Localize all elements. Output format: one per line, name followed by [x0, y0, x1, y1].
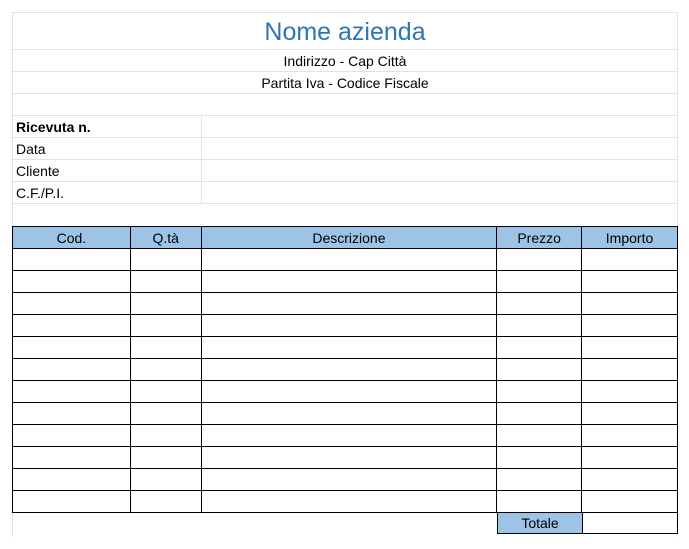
price-cell[interactable] [497, 447, 582, 469]
total-label: Totale [497, 512, 583, 534]
amount-cell[interactable] [582, 447, 678, 469]
table-row [13, 293, 678, 315]
table-row [13, 381, 678, 403]
quantity-cell[interactable] [130, 271, 201, 293]
price-cell[interactable] [497, 425, 582, 447]
address-line: Indirizzo - Cap Città [283, 53, 407, 69]
table-header-row [13, 227, 678, 249]
receipt-sheet [12, 12, 678, 537]
code-cell[interactable] [13, 447, 131, 469]
amount-cell[interactable] [582, 381, 678, 403]
column-header-price: Prezzo [497, 227, 582, 249]
code-cell[interactable] [13, 491, 131, 513]
price-cell[interactable] [497, 271, 582, 293]
table-row [13, 469, 678, 491]
price-cell[interactable] [497, 359, 582, 381]
code-cell[interactable] [13, 403, 131, 425]
amount-cell[interactable] [582, 337, 678, 359]
client-label: Cliente [16, 163, 60, 179]
quantity-cell[interactable] [130, 315, 201, 337]
table-row [13, 249, 678, 271]
description-cell[interactable] [201, 491, 496, 513]
code-cell[interactable] [13, 337, 131, 359]
quantity-cell[interactable] [130, 491, 201, 513]
quantity-cell[interactable] [130, 249, 201, 271]
quantity-cell[interactable] [130, 293, 201, 315]
gridline [12, 93, 678, 94]
tax-line: Partita Iva - Codice Fiscale [261, 75, 429, 91]
gridline [12, 12, 678, 13]
items-table [12, 226, 678, 513]
price-cell[interactable] [497, 293, 582, 315]
amount-cell[interactable] [582, 403, 678, 425]
description-cell[interactable] [201, 249, 496, 271]
tax-code-label: C.F./P.I. [16, 185, 64, 201]
quantity-cell[interactable] [130, 403, 201, 425]
table-row [13, 359, 678, 381]
code-cell[interactable] [13, 315, 131, 337]
date-label: Data [16, 141, 46, 157]
code-cell[interactable] [13, 293, 131, 315]
price-cell[interactable] [497, 315, 582, 337]
gridline [201, 115, 202, 203]
gridline [12, 71, 678, 72]
quantity-cell[interactable] [130, 381, 201, 403]
column-header-code: Cod. [13, 227, 131, 249]
gridline [12, 181, 678, 182]
code-cell[interactable] [13, 381, 131, 403]
price-cell[interactable] [497, 249, 582, 271]
description-cell[interactable] [201, 293, 496, 315]
description-cell[interactable] [201, 337, 496, 359]
table-row [13, 315, 678, 337]
table-row [13, 271, 678, 293]
code-cell[interactable] [13, 271, 131, 293]
total-value[interactable] [582, 512, 678, 534]
company-name: Nome azienda [264, 18, 426, 46]
gridline [12, 115, 678, 116]
description-cell[interactable] [201, 359, 496, 381]
amount-cell[interactable] [582, 315, 678, 337]
quantity-cell[interactable] [130, 469, 201, 491]
column-header-amount: Importo [582, 227, 678, 249]
code-cell[interactable] [13, 469, 131, 491]
price-cell[interactable] [497, 403, 582, 425]
price-cell[interactable] [497, 381, 582, 403]
amount-cell[interactable] [582, 293, 678, 315]
column-header-quantity: Q.tà [130, 227, 201, 249]
table-row [13, 491, 678, 513]
code-cell[interactable] [13, 359, 131, 381]
code-cell[interactable] [13, 425, 131, 447]
quantity-cell[interactable] [130, 447, 201, 469]
price-cell[interactable] [497, 337, 582, 359]
quantity-cell[interactable] [130, 337, 201, 359]
description-cell[interactable] [201, 403, 496, 425]
gridline [12, 137, 678, 138]
amount-cell[interactable] [582, 359, 678, 381]
gridline [12, 49, 678, 50]
gridline [12, 159, 678, 160]
code-cell[interactable] [13, 249, 131, 271]
items-table-body [13, 249, 678, 513]
column-header-description: Descrizione [201, 227, 496, 249]
gridline [12, 203, 678, 204]
quantity-cell[interactable] [130, 425, 201, 447]
description-cell[interactable] [201, 425, 496, 447]
table-row [13, 447, 678, 469]
quantity-cell[interactable] [130, 359, 201, 381]
table-row [13, 337, 678, 359]
description-cell[interactable] [201, 381, 496, 403]
amount-cell[interactable] [582, 469, 678, 491]
price-cell[interactable] [497, 469, 582, 491]
amount-cell[interactable] [582, 491, 678, 513]
table-row [13, 425, 678, 447]
amount-cell[interactable] [582, 249, 678, 271]
amount-cell[interactable] [582, 425, 678, 447]
description-cell[interactable] [201, 469, 496, 491]
description-cell[interactable] [201, 315, 496, 337]
price-cell[interactable] [497, 491, 582, 513]
amount-cell[interactable] [582, 271, 678, 293]
table-row [13, 403, 678, 425]
description-cell[interactable] [201, 271, 496, 293]
description-cell[interactable] [201, 447, 496, 469]
receipt-number-label: Ricevuta n. [16, 119, 91, 135]
